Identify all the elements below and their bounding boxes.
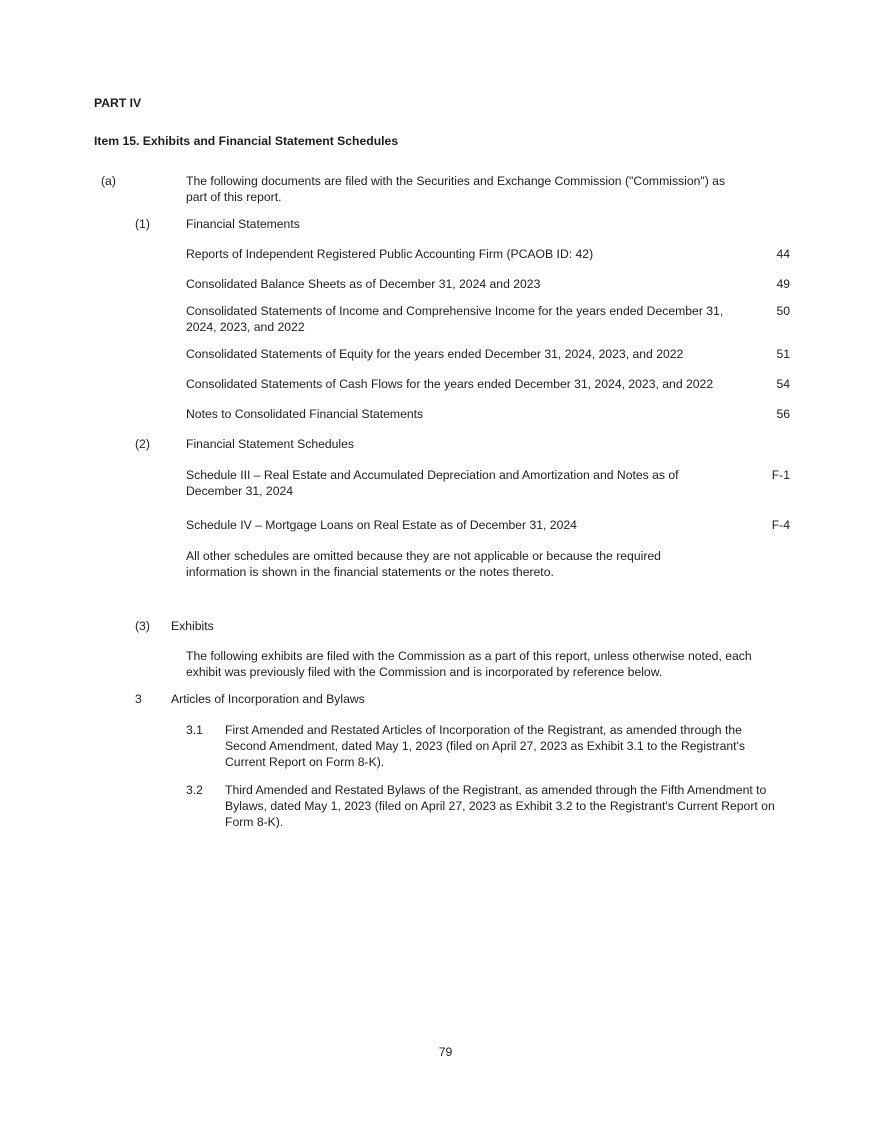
toc-entry-page: 51: [776, 347, 790, 361]
exhibits-intro-line2: exhibit was previously filed with the Commission and is incorporated by reference below.: [186, 665, 663, 679]
toc-entry-title: Consolidated Statements of Cash Flows for the years ended December 31, 2024, 2023, and 2022: [186, 377, 714, 391]
toc-entry-page: 49: [776, 277, 790, 291]
toc-entry-title: Consolidated Statements of Income and Comprehensive Income for the years ended December 31,: [186, 304, 724, 318]
schedule-entry-title: Schedule III – Real Estate and Accumulated Depreciation and Amortization and Notes as of: [186, 468, 679, 482]
exhibit-description-line: Bylaws, dated May 1, 2023 (filed on April 27, 2023 as Exhibit 3.2 to the Registrant's Current Report on: [225, 799, 775, 813]
exhibit-number: 3.2: [186, 783, 203, 797]
exhibit-description-line: Third Amended and Restated Bylaws of the Registrant, as amended through the Fifth Amendment to: [225, 783, 767, 797]
toc-entry-title: Notes to Consolidated Financial Statements: [186, 407, 424, 421]
exhibit-description-line: Form 8-K).: [225, 815, 284, 829]
section-3-label: (3): [135, 619, 150, 633]
toc-entry-title: Consolidated Balance Sheets as of December 31, 2024 and 2023: [186, 277, 541, 291]
exhibit-group-title: Articles of Incorporation and Bylaws: [171, 692, 365, 706]
exhibit-group-number: 3: [135, 692, 142, 706]
toc-entry-page: 56: [776, 407, 790, 421]
schedules-note-line2: information is shown in the financial statements or the notes thereto.: [186, 565, 554, 579]
toc-entry-title: Reports of Independent Registered Public Accounting Firm (PCAOB ID: 42): [186, 247, 594, 261]
exhibit-description-line: Current Report on Form 8-K).: [225, 755, 385, 769]
exhibit-description-line: Second Amendment, dated May 1, 2023 (filed on April 27, 2023 as Exhibit 3.1 to the Registrant's: [225, 739, 745, 753]
section-3-title: Exhibits: [171, 619, 214, 633]
toc-entry-page: 54: [776, 377, 790, 391]
toc-entry-title: Consolidated Statements of Equity for the years ended December 31, 2024, 2023, and 2022: [186, 347, 684, 361]
page-number: 79: [438, 1045, 453, 1059]
section-1-title: Financial Statements: [186, 217, 300, 231]
toc-entry-page: 50: [776, 304, 790, 318]
part-heading: PART IV: [94, 96, 142, 110]
schedule-entry-title-cont: December 31, 2024: [186, 484, 294, 498]
section-a-text-line1: The following documents are filed with the Securities and Exchange Commission ("Commission") as: [186, 174, 726, 188]
section-1-label: (1): [135, 217, 150, 231]
schedule-entry-title: Schedule IV – Mortgage Loans on Real Estate as of December 31, 2024: [186, 518, 577, 532]
schedule-entry-page: F-1: [771, 468, 790, 482]
toc-entry-page: 44: [776, 247, 790, 261]
toc-entry-title-cont: 2024, 2023, and 2022: [186, 320, 305, 334]
exhibit-number: 3.1: [186, 723, 203, 737]
section-a-label: (a): [101, 174, 116, 188]
item-heading: Item 15. Exhibits and Financial Statement Schedules: [94, 134, 399, 148]
exhibit-description-line: First Amended and Restated Articles of Incorporation of the Registrant, as amended through the: [225, 723, 742, 737]
section-2-title: Financial Statement Schedules: [186, 437, 355, 451]
section-a-text-line2: part of this report.: [186, 190, 282, 204]
schedules-note-line1: All other schedules are omitted because they are not applicable or because the required: [186, 549, 661, 563]
section-2-label: (2): [135, 437, 150, 451]
exhibits-intro-line1: The following exhibits are filed with the Commission as a part of this report, unless otherwise noted, each: [186, 649, 752, 663]
schedule-entry-page: F-4: [771, 518, 790, 532]
